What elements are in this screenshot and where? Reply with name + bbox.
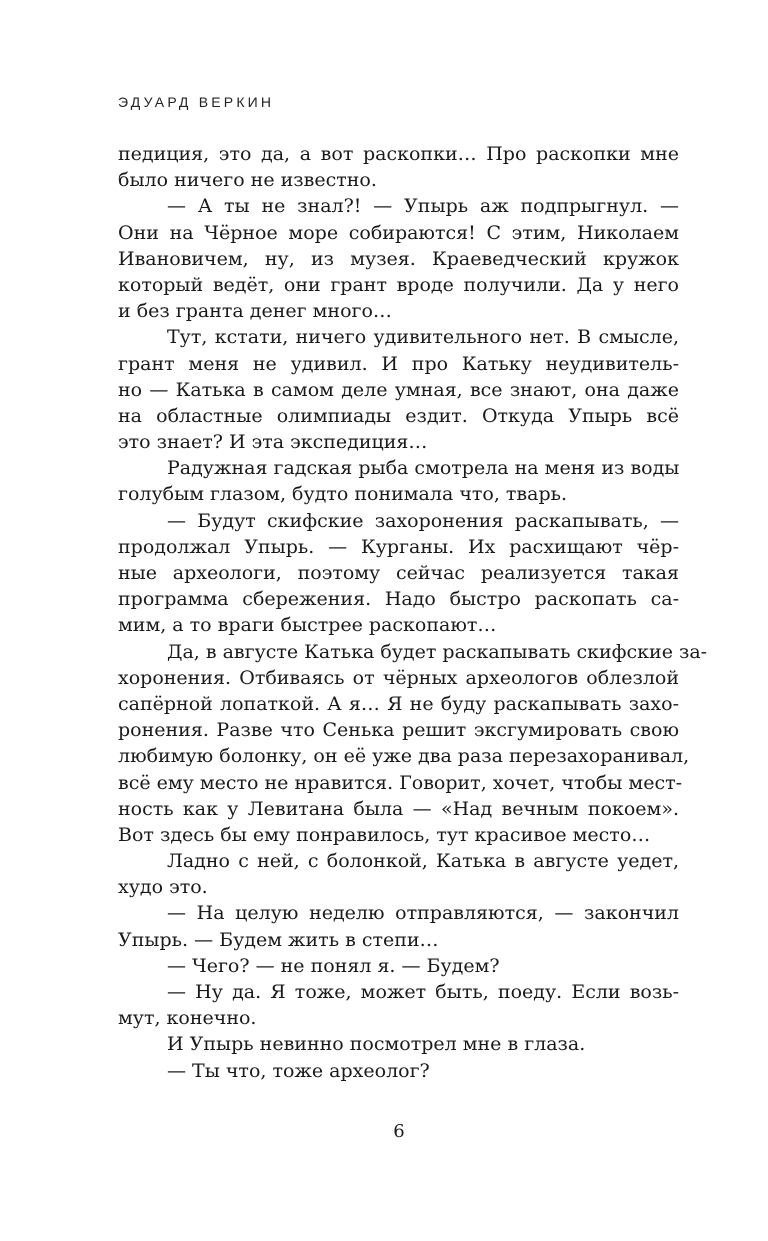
text-line: любимую болонку, он её уже два раза перезахоранивал, bbox=[118, 745, 690, 768]
paragraph bbox=[118, 1058, 679, 1084]
text-line: Упырь. — Будем жить в степи… bbox=[118, 928, 439, 951]
text-line: на областные олимпиады ездит. Откуда Упырь всё bbox=[118, 404, 679, 427]
text-line: и без гранта денег много… bbox=[118, 300, 392, 323]
text-line: педиция, это да, а вот раскопки… Про раскопки мне bbox=[118, 143, 679, 165]
text-line: Да, в августе Катька будет раскапывать скифские за- bbox=[167, 640, 708, 663]
paragraph bbox=[118, 141, 679, 193]
running-head-author: ЭДУАРД ВЕРКИН bbox=[118, 94, 275, 110]
text-line: продолжал Упырь. — Курганы. Их расхищают чёр- bbox=[118, 535, 679, 558]
text-line: было ничего не известно. bbox=[118, 169, 377, 192]
page-number: 6 bbox=[393, 1121, 405, 1142]
text-line: программа сбережения. Надо быстро раскопать са- bbox=[118, 588, 679, 611]
paragraph bbox=[118, 508, 679, 639]
text-line: худо это. bbox=[118, 876, 208, 899]
text-line: который ведёт, они грант вроде получили. Да у него bbox=[118, 273, 679, 296]
text-line: Радужная гадская рыба смотрела на меня из воды bbox=[167, 457, 680, 480]
text-line: Вот здесь бы ему понравилось, тут красивое место… bbox=[118, 823, 651, 846]
text-line: мут, конечно. bbox=[118, 1007, 257, 1030]
text-line: — Чего? — не понял я. — Будем? bbox=[167, 954, 500, 977]
text-line: — Ты что, тоже археолог? bbox=[167, 1059, 430, 1082]
text-line: мим, а то враги быстрее раскопают… bbox=[118, 614, 497, 637]
text-line: Ладно с ней, с болонкой, Катька в августе уедет, bbox=[167, 850, 679, 873]
text-line: сапёрной лопаткой. А я… Я не буду раскапывать захо- bbox=[118, 692, 679, 715]
paragraph bbox=[118, 193, 679, 324]
paragraph bbox=[118, 848, 679, 900]
text-line: ность как у Левитана была — «Над вечным покоем». bbox=[118, 797, 679, 820]
paragraph bbox=[118, 979, 679, 1031]
paragraph bbox=[118, 900, 679, 952]
text-line: это знает? И эта экспедиция… bbox=[118, 431, 428, 454]
text-line: ронения. Разве что Сенька решит эксгумировать свою bbox=[118, 719, 679, 742]
text-line: Тут, кстати, ничего удивительного нет. В смысле, bbox=[167, 326, 679, 349]
body-text bbox=[118, 141, 708, 1084]
text-line: — На целую неделю отправляются, — закончил bbox=[167, 902, 679, 925]
paragraph bbox=[118, 953, 679, 979]
text-line: голубым глазом, будто понимала что, тварь. bbox=[118, 483, 567, 506]
paragraph bbox=[118, 324, 679, 455]
text-line: ные археологи, поэтому сейчас реализуется такая bbox=[118, 562, 679, 584]
text-line: И Упырь невинно посмотрел мне в глаза. bbox=[167, 1033, 586, 1056]
paragraph bbox=[118, 455, 679, 507]
text-line: — А ты не знал?! — Упырь аж подпрыгнул. — bbox=[167, 195, 679, 218]
text-line: — Будут скифские захоронения раскапывать, — bbox=[167, 509, 679, 532]
text-line: хоронения. Отбиваясь от чёрных археологов облезлой bbox=[118, 666, 679, 689]
paragraph bbox=[118, 1031, 679, 1057]
text-line: — Ну да. Я тоже, может быть, поеду. Если возь- bbox=[167, 981, 679, 1003]
text-line: но — Катька в самом деле умная, все знают, она даже bbox=[118, 378, 679, 401]
text-line: Они на Чёрное море собираются! С этим, Николаем bbox=[118, 221, 679, 244]
paragraph bbox=[118, 639, 708, 849]
text-line: всё ему место не нравится. Говорит, хочет, чтобы мест- bbox=[118, 771, 683, 794]
text-line: грант меня не удивил. И про Катьку неудивитель- bbox=[118, 352, 679, 375]
text-line: Ивановичем, ну, из музея. Краеведческий кружок bbox=[118, 247, 679, 270]
